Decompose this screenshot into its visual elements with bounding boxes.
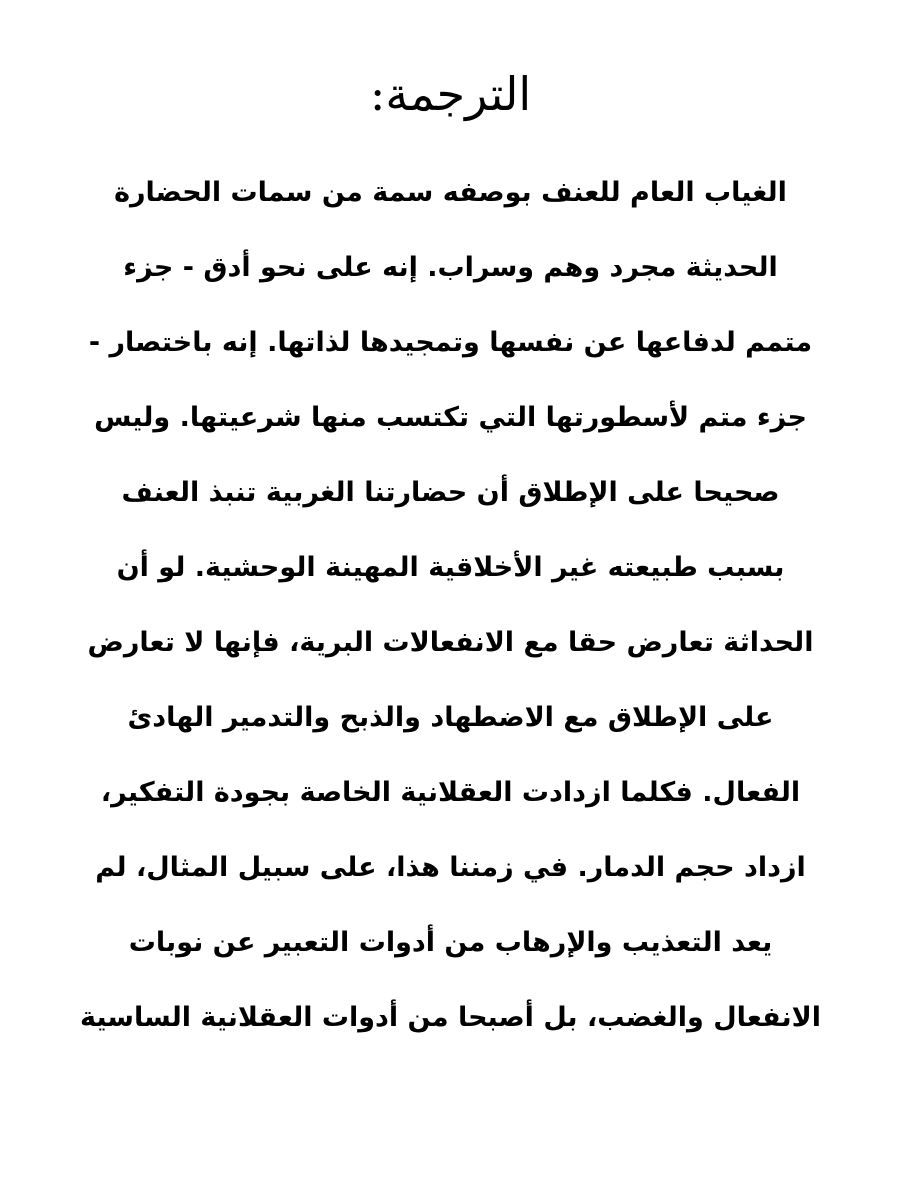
text-line: الفعال. فكلما ازدادت العقلانية الخاصة بجودة التفكير، — [100, 777, 801, 808]
text-line: الانفعال والغضب، بل أصبحا من أدوات العقلانية الساسية — [80, 1002, 821, 1033]
text-line: يعد التعذيب والإرهاب من أدوات التعبير عن نوبات — [128, 927, 773, 958]
text-line: جزء متم لأسطورتها التي تكتسب منها شرعيتها. وليس — [94, 402, 807, 433]
body-text — [78, 155, 823, 1055]
text-line: بسبب طبيعته غير الأخلاقية المهينة الوحشية. لو أن — [116, 552, 785, 583]
text-line: الحداثة تعارض حقا مع الانفعالات البرية، فإنها لا تعارض — [87, 627, 814, 658]
text-line: الغياب العام للعنف بوصفه سمة من سمات الحضارة — [114, 177, 787, 208]
text-line: على الإطلاق مع الاضطهاد والذبح والتدمير الهادئ — [127, 702, 774, 733]
page-title: الترجمة: — [369, 67, 532, 121]
text-line: متمم لدفاعها عن نفسها وتمجيدها لذاتها. إنه باختصار - — [88, 327, 813, 358]
text-line: الحديثة مجرد وهم وسراب. إنه على نحو أدق - جزء — [123, 252, 778, 283]
text-line: صحيحا على الإطلاق أن حضارتنا الغربية تنبذ العنف — [121, 477, 780, 508]
text-line: ازداد حجم الدمار. في زمننا هذا، على سبيل المثال، لم — [95, 852, 806, 883]
